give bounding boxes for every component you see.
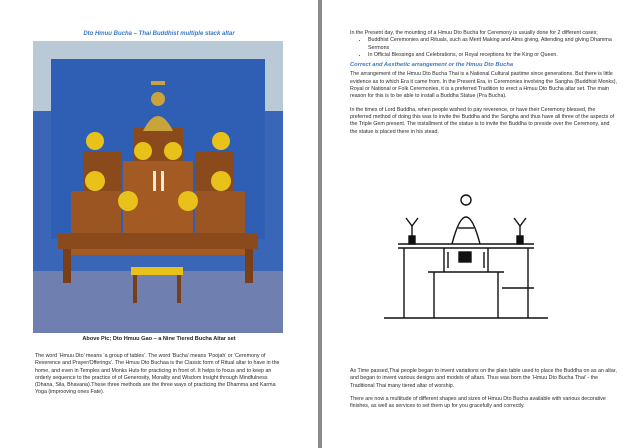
photo-caption: Above Pic; Dto Hmuu Gao – a Nine Tiered Bucha Altar set (82, 336, 236, 342)
multitude-paragraph: There are now a multitude of different shapes and sizes of Hmuu Dto Bucha available with various decorative finishes, as well as services to set them up for you gracefully and correctly. (350, 395, 606, 410)
usage-list (350, 37, 618, 59)
time-passed-paragraph: As Time passed,Thai people began to invent variations on the plain table used to place the Buddha on as an altar, and began to invent various designs and models of altars. Thus was born the ‘Hmuu Dto Bucha Thai’ - the Traditional Thai many tiered altar of worship. (350, 368, 617, 389)
right-body-top (350, 30, 618, 142)
right-body-bottom (350, 368, 618, 416)
altar-photo (33, 41, 283, 333)
present-day-paragraph: In the Present day, the mounting of a Hmuu Dto Bucha for Ceremony is usually done for 2 different cases; (350, 30, 598, 36)
intro-paragraph: The word ‘Hmuu Dto’ means ‘a group of tables’. The word ‘Bucha’ means ‘Poojah’ or ‘Ceremony of Reverence and Prayer/Offerings’. The Hmuu Dto Buchaa is the Classic form of Ritual altar to have in the home, and even in Temples and Monks Huts for practicing in front of. It helps to focus and to keep an orderly sequence to the practice of of Generosity, Morality and Wisdom Insight through Mindfulness (Dhana, Sila, Bhavana).These three methods are the three ways of practicing the Dhamma and Karma Yoga (improoving ones Fate). (35, 353, 280, 396)
list-item: • In Official Blessings and Celebrations, or Royal receptions for the King or Queen. (368, 52, 618, 59)
lord-buddha-paragraph: In the times of Lord Buddha, when people wished to pay reverence, or have their Ceremony blessed, the preferred method of doing this was to invite the Buddha and the Sangha and thus have all three of the aspects of the Triple Gem present. The installment of the statue is to invite the Buddha to preside over the Ceremony, and the statue is placed there in his stead. (350, 106, 615, 135)
page-title: Dto Hmuu Bucha – Thai Buddhist multiple stack altar (83, 31, 235, 37)
left-body (35, 353, 285, 403)
list-item: • Buddhist Ceremonies and Rituals, such as Merit Making and Alms giving, Attending and giving Dhamma Sermons (368, 37, 618, 52)
section-heading: Correct and Aesthetic arrangement or the Hmuu Dto Bucha (350, 62, 514, 69)
altar-sketch (368, 178, 564, 338)
arrangement-paragraph: The arrangement of the Hmuu Dto Bucha Thai is a National Cultural pastime since generations. But there is little evidence as to which Era it came from. In the Present Era, in Ceremonies involving the Sangha (Buddhist Monks), Royal or National or Folk Ceremonies, it is a preferred Tradition to erect a Hmuu Dto Bucha altar set. The main reason for this is to be able to install a Buddha Statue (Pra Bucha). (350, 71, 618, 100)
